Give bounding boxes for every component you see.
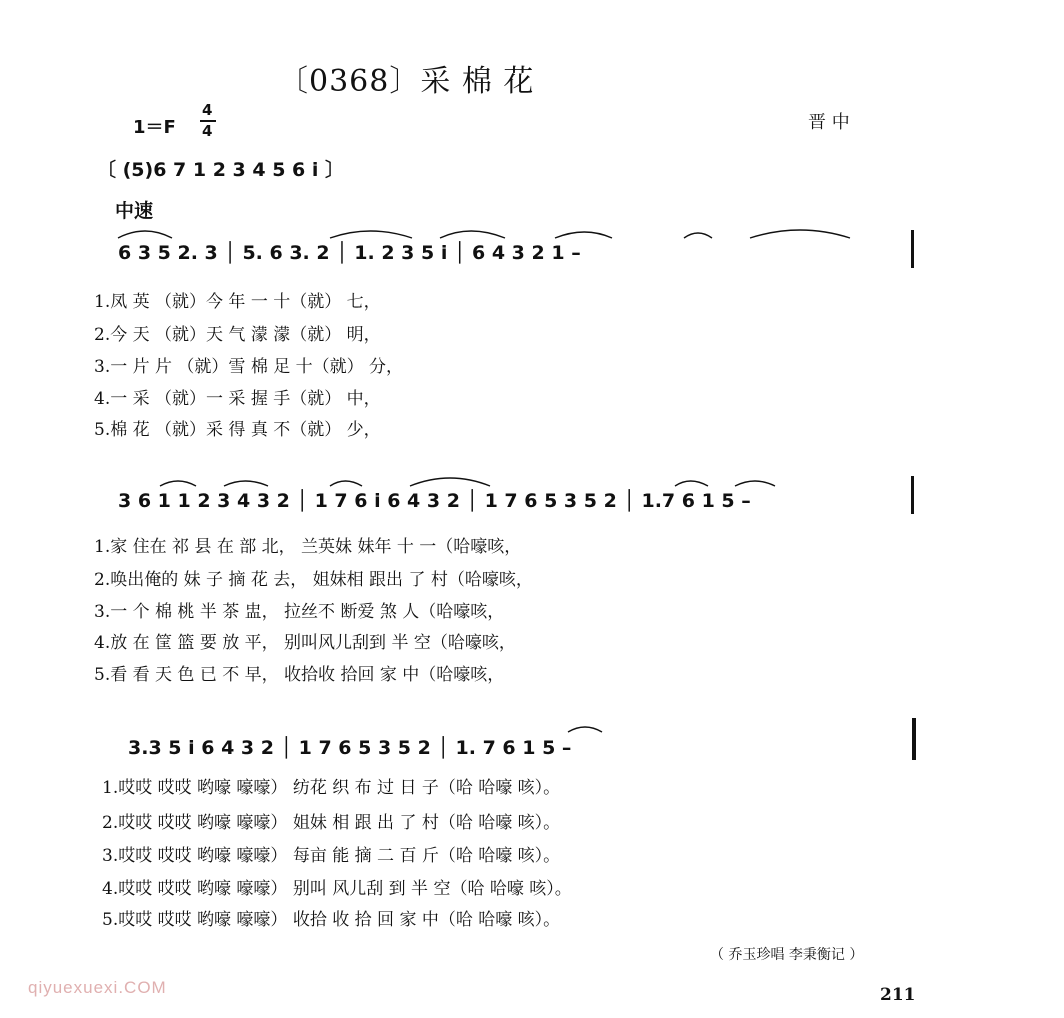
region-label: 晋 中 [808, 112, 850, 133]
page-number: 211 [880, 985, 916, 1005]
time-signature-bottom: 4 [202, 122, 213, 140]
lyric-line-1-verse-4: 4.一 采 （就）一 采 握 手（就） 中， [94, 389, 381, 409]
lyric-line-2-verse-5: 5.看 看 天 色 已 不 早， 收拾收 拾回 家 中（哈嚎咳， [94, 665, 505, 685]
lyric-line-2-verse-4: 4.放 在 筐 篮 要 放 平， 别叫风儿刮到 半 空（哈嚎咳， [94, 633, 516, 653]
lyric-line-1-verse-5: 5.棉 花 （就）采 得 真 不（就） 少， [94, 420, 381, 440]
lyric-line-2-verse-2: 2.唤出俺的 妹 子 摘 花 去， 姐妹相 跟出 了 村（哈嚎咳， [94, 570, 533, 590]
performer-credit: （ 乔玉珍唱 李秉衡记 ） [710, 947, 864, 963]
site-watermark: qiyuexuexi.COM [28, 978, 167, 997]
lyric-line-1-verse-2: 2.今 天 （就）天 气 濛 濛（就） 明， [94, 325, 381, 345]
lyric-line-2-verse-1: 1.家 住在 祁 县 在 部 北， 兰英妹 妹年 十 一（哈嚎咳， [94, 537, 522, 557]
lyric-line-3-verse-2: 2.哎哎 哎哎 哟嚎 嚎嚎） 姐妹 相 跟 出 了 村（哈 哈嚎 咳）。 [102, 813, 561, 833]
song-title: 〔0368〕采 棉 花 [278, 64, 535, 99]
lyric-line-3-verse-1: 1.哎哎 哎哎 哟嚎 嚎嚎） 纺花 织 布 过 日 子（哈 哈嚎 咳）。 [102, 778, 561, 798]
lyric-line-3-verse-4: 4.哎哎 哎哎 哟嚎 嚎嚎） 别叫 风儿刮 到 半 空（哈 哈嚎 咳）。 [102, 879, 572, 899]
lyric-line-1-verse-3: 3.一 片 片 （就）雪 棉 足 十（就） 分， [94, 357, 404, 377]
notation-line-1: 6 3 5 2. 3 │ 5. 6 3. 2 │ 1. 2 3 5 i │ 6 4 3 2 1 – [118, 242, 581, 264]
time-signature-top: 4 [202, 101, 213, 119]
notation-line-3: 3.3 5 i 6 4 3 2 │ 1 7 6 5 3 5 2 │ 1. 7 6 1 5 – [128, 737, 572, 759]
scale-notation: 〔 (5)6 7 1 2 3 4 5 6 i 〕 [97, 159, 345, 181]
notation-line-2: 3 6 1 1 2 3 4 3 2 │ 1 7 6 i 6 4 3 2 │ 1 7 6 5 3 5 2 │ 1.7 6 1 5 – [118, 490, 751, 512]
tempo-marking: 中速 [115, 200, 154, 222]
lyric-line-3-verse-3: 3.哎哎 哎哎 哟嚎 嚎嚎） 每亩 能 摘 二 百 斤（哈 哈嚎 咳）。 [102, 846, 561, 866]
lyric-line-2-verse-3: 3.一 个 棉 桃 半 茶 盅， 拉丝不 断爱 煞 人（哈嚎咳， [94, 602, 505, 622]
lyric-line-3-verse-5: 5.哎哎 哎哎 哟嚎 嚎嚎） 收拾 收 拾 回 家 中（哈 哈嚎 咳）。 [102, 910, 561, 930]
lyric-line-1-verse-1: 1.凤 英 （就）今 年 一 十（就） 七， [94, 292, 381, 312]
key-signature: 1＝F [133, 117, 176, 138]
